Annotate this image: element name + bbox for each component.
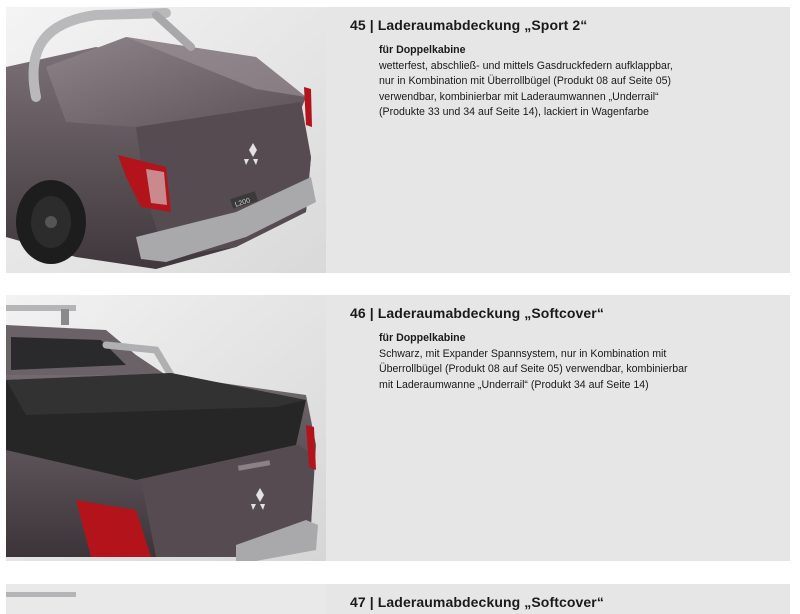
product-image-softcover (6, 295, 326, 561)
product-card-45 (6, 7, 790, 273)
product-title: 47 | Laderaumabdeckung „Softcover“ (350, 594, 604, 610)
product-card-46 (6, 295, 790, 561)
product-subtitle: für Doppelkabine (379, 44, 466, 56)
description-line: mit Laderaumwanne „Underrail“ (Produkt 34 auf Seite 14) (379, 378, 649, 391)
description-line: Schwarz, mit Expander Spannsystem, nur in Kombination mit (379, 347, 667, 360)
product-text-47 (350, 594, 770, 610)
model-badge: L200 (234, 197, 252, 209)
product-subtitle: für Doppelkabine (379, 332, 466, 344)
description-line: Überrollbügel (Produkt 08 auf Seite 05) verwendbar, kombinierbar (379, 363, 688, 376)
product-text-46 (350, 305, 770, 393)
description-line: (Produkte 33 und 34 auf Seite 14), lackiert in Wagenfarbe (379, 106, 649, 119)
description-line: wetterfest, abschließ- und mittels Gasdruckfedern aufklappbar, (379, 59, 673, 72)
product-image-softcover-2 (6, 584, 326, 614)
product-description (379, 59, 770, 121)
product-title: 45 | Laderaumabdeckung „Sport 2“ (350, 17, 588, 33)
product-image-sport2 (6, 7, 326, 273)
product-text-45 (350, 17, 770, 121)
description-line: nur in Kombination mit Überrollbügel (Produkt 08 auf Seite 05) (379, 75, 672, 88)
description-line: verwendbar, kombinierbar mit Laderaumwannen „Underrail“ (379, 90, 659, 103)
product-description (379, 347, 770, 394)
product-card-47 (6, 584, 790, 614)
product-title: 46 | Laderaumabdeckung „Softcover“ (350, 305, 604, 321)
